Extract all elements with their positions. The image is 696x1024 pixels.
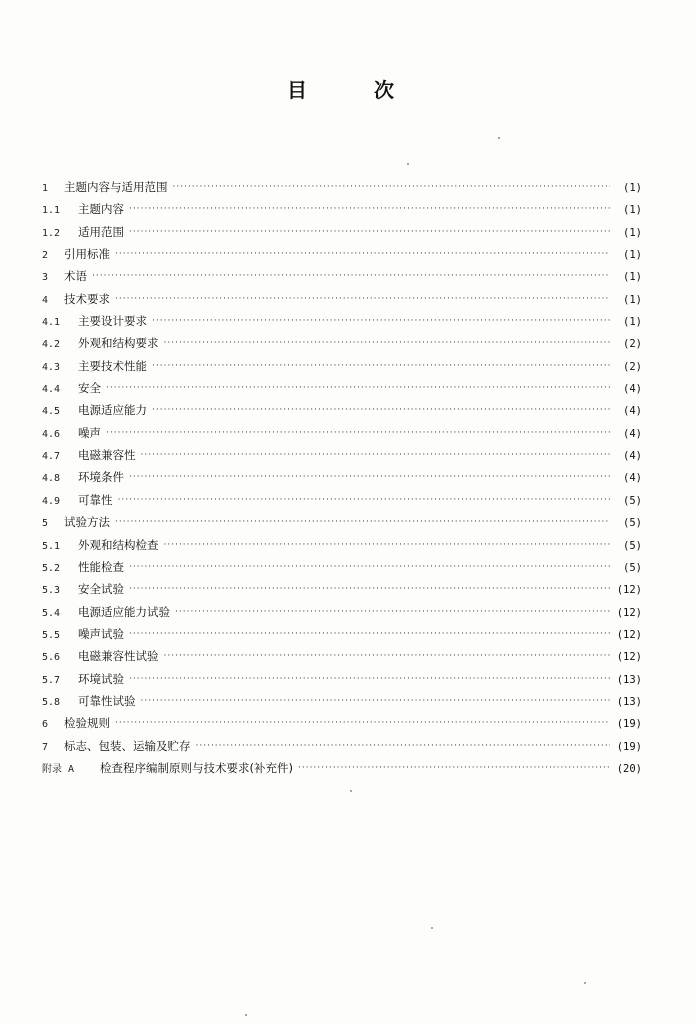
scan-speck (407, 163, 409, 165)
toc-entry-number: 3 (42, 272, 49, 284)
toc-entry-page: (4) (623, 383, 642, 396)
toc-entry-title: 安全 (78, 381, 101, 396)
toc-entry-title: 外观和结构要求 (78, 336, 159, 351)
toc-leader-dots (129, 578, 610, 600)
toc-entry-number: 4 (42, 294, 49, 306)
toc-entry-number: 5.1 (42, 540, 61, 552)
toc-entry-number: 5 (42, 518, 49, 530)
toc-entry-title: 可靠性试验 (78, 693, 136, 708)
toc-leader-dots (152, 399, 610, 421)
scan-speck (431, 927, 433, 929)
toc-entry-page: (13) (616, 673, 642, 686)
toc-entry-page: (12) (616, 651, 642, 664)
toc-entry-title: 主题内容与适用范围 (64, 180, 168, 194)
toc-entry-page: (12) (616, 584, 642, 597)
toc-entry-page: (5) (623, 561, 642, 574)
toc-entry-title: 引用标准 (64, 247, 110, 262)
toc-entry-title: 噪声试验 (78, 626, 124, 641)
toc-entry (42, 601, 642, 623)
toc-entry-number: 5.2 (42, 562, 61, 574)
toc-entry-title: 适用范围 (78, 224, 124, 239)
toc-leader-dots (196, 735, 611, 757)
toc-entry-number: 5.8 (42, 696, 61, 708)
toc-entry (42, 712, 642, 734)
toc-entry (42, 645, 642, 667)
toc-entry (42, 243, 642, 265)
title-char-1: 目 (287, 78, 307, 102)
toc-entry (42, 578, 642, 600)
toc-entry (42, 668, 642, 690)
toc-entry-number: 1.1 (42, 205, 61, 217)
toc-leader-dots (106, 422, 610, 444)
toc-entry-number: 7 (42, 741, 49, 753)
toc-entry-page: (4) (623, 472, 642, 485)
toc-leader-dots (129, 556, 610, 578)
toc-entry-title: 主要设计要求 (78, 314, 147, 329)
toc-entry-number: 1.2 (42, 227, 61, 239)
toc-entry-page: (5) (623, 494, 642, 507)
toc-entry (42, 489, 642, 511)
toc-entry-number: 1 (42, 183, 49, 194)
toc-leader-dots (129, 623, 610, 645)
toc-entry-number: 4.9 (42, 495, 61, 507)
toc-entry-page: (2) (623, 360, 642, 373)
toc-entry-title: 可靠性 (78, 492, 113, 507)
toc-entry (42, 288, 642, 310)
toc-entry-title: 电磁兼容性试验 (78, 649, 159, 664)
toc-entry-title: 外观和结构检查 (78, 537, 159, 552)
toc-entry-page: (4) (623, 450, 642, 463)
toc-entry-title: 电源适应能力试验 (78, 604, 170, 619)
toc-entry-number: 5.4 (42, 607, 61, 619)
toc-leader-dots (129, 466, 610, 488)
toc-entry-page: (2) (623, 338, 642, 351)
toc-entry (42, 511, 642, 533)
toc-entry (42, 399, 642, 421)
toc-entry-number: 6 (42, 719, 49, 731)
toc-leader-dots (115, 511, 610, 533)
toc-leader-dots (115, 712, 610, 734)
toc-entry-page: (1) (623, 249, 642, 262)
toc-leader-dots (118, 489, 611, 511)
toc-entry-number: 4.5 (42, 406, 61, 418)
toc-entry-title: 主要技术性能 (78, 358, 147, 373)
toc-entry-page: (1) (623, 226, 642, 239)
toc-leader-dots (175, 601, 610, 623)
toc-leader-dots (173, 176, 611, 198)
toc-entry (42, 265, 642, 287)
toc-entry (42, 534, 642, 556)
toc-leader-dots (92, 265, 610, 287)
toc-entry-page: (1) (623, 271, 642, 284)
toc-entry-page: (1) (623, 316, 642, 329)
toc-leader-dots (141, 690, 611, 712)
toc-entry-number: 4.7 (42, 451, 61, 463)
toc-entry-number: 4.4 (42, 384, 61, 396)
toc-leader-dots (106, 377, 610, 399)
toc-entry-page: (5) (623, 517, 642, 530)
toc-leader-dots (129, 221, 610, 243)
toc-entry (42, 757, 642, 779)
toc-entry (42, 221, 642, 243)
scan-speck (498, 137, 500, 139)
toc-entry-number: 4.6 (42, 428, 61, 440)
page-title (0, 74, 696, 104)
toc-entry-page: (19) (616, 718, 642, 731)
toc-leader-dots (152, 355, 610, 377)
toc-entry-title: 环境条件 (78, 470, 124, 485)
toc-entry (42, 444, 642, 466)
toc-entry-title: 电源适应能力 (78, 403, 147, 418)
toc-entry-page: (1) (623, 204, 642, 217)
toc-entry (42, 310, 642, 332)
toc-entry-number: 4.8 (42, 473, 61, 485)
toc-entry-page: (4) (623, 405, 642, 418)
toc-entry-title: 试验方法 (64, 515, 110, 530)
toc-entry-number: 4.2 (42, 339, 61, 351)
scan-speck (350, 790, 352, 792)
toc-entry-number: 5.5 (42, 629, 61, 641)
toc-leader-dots (129, 198, 610, 220)
toc-entry-title: 标志、包装、运输及贮存 (64, 738, 191, 753)
toc-leader-dots (164, 645, 611, 667)
table-of-contents (42, 176, 642, 779)
toc-entry-title: 主题内容 (78, 202, 124, 217)
toc-entry (42, 332, 642, 354)
toc-entry-page: (19) (616, 740, 642, 753)
toc-entry (42, 377, 642, 399)
toc-entry (42, 556, 642, 578)
toc-entry (42, 355, 642, 377)
toc-entry (42, 176, 642, 198)
toc-entry-title: 检验规则 (64, 716, 110, 731)
toc-entry-page: (20) (616, 762, 642, 775)
toc-leader-dots (164, 332, 611, 354)
toc-entry-page: (12) (616, 606, 642, 619)
toc-entry (42, 198, 642, 220)
toc-leader-dots (141, 444, 611, 466)
toc-entry-page: (12) (616, 628, 642, 641)
toc-entry-number: 4.1 (42, 317, 61, 329)
toc-leader-dots (115, 288, 610, 310)
toc-entry-title: 环境试验 (78, 671, 124, 686)
toc-entry-page: (5) (623, 539, 642, 552)
toc-entry (42, 422, 642, 444)
toc-entry-page: (4) (623, 427, 642, 440)
toc-entry (42, 623, 642, 645)
toc-leader-dots (129, 668, 610, 690)
toc-entry-title: 检查程序编制原则与技术要求(补充件) (100, 760, 293, 775)
scan-speck (245, 1014, 247, 1016)
toc-entry-title: 性能检查 (78, 559, 124, 574)
toc-entry-number: 5.7 (42, 674, 61, 686)
toc-entry-page: (1) (623, 182, 642, 194)
toc-entry (42, 735, 642, 757)
toc-leader-dots (164, 534, 611, 556)
toc-entry (42, 690, 642, 712)
toc-entry-title: 电磁兼容性 (78, 448, 136, 463)
toc-entry-page: (1) (623, 293, 642, 306)
toc-leader-dots (298, 757, 610, 779)
toc-entry-title: 噪声 (78, 425, 101, 440)
toc-entry-number: 4.3 (42, 361, 61, 373)
toc-entry-number: 5.3 (42, 585, 61, 597)
toc-entry-title: 术语 (64, 269, 87, 284)
toc-leader-dots (115, 243, 610, 265)
toc-entry-number: 附录 A (42, 763, 75, 775)
toc-entry (42, 466, 642, 488)
toc-entry-page: (13) (616, 695, 642, 708)
toc-entry-title: 安全试验 (78, 582, 124, 597)
toc-entry-number: 2 (42, 250, 49, 262)
scan-speck (584, 982, 586, 984)
toc-entry-title: 技术要求 (64, 291, 110, 306)
title-char-2: 次 (374, 78, 394, 102)
toc-leader-dots (152, 310, 610, 332)
toc-entry-number: 5.6 (42, 652, 61, 664)
